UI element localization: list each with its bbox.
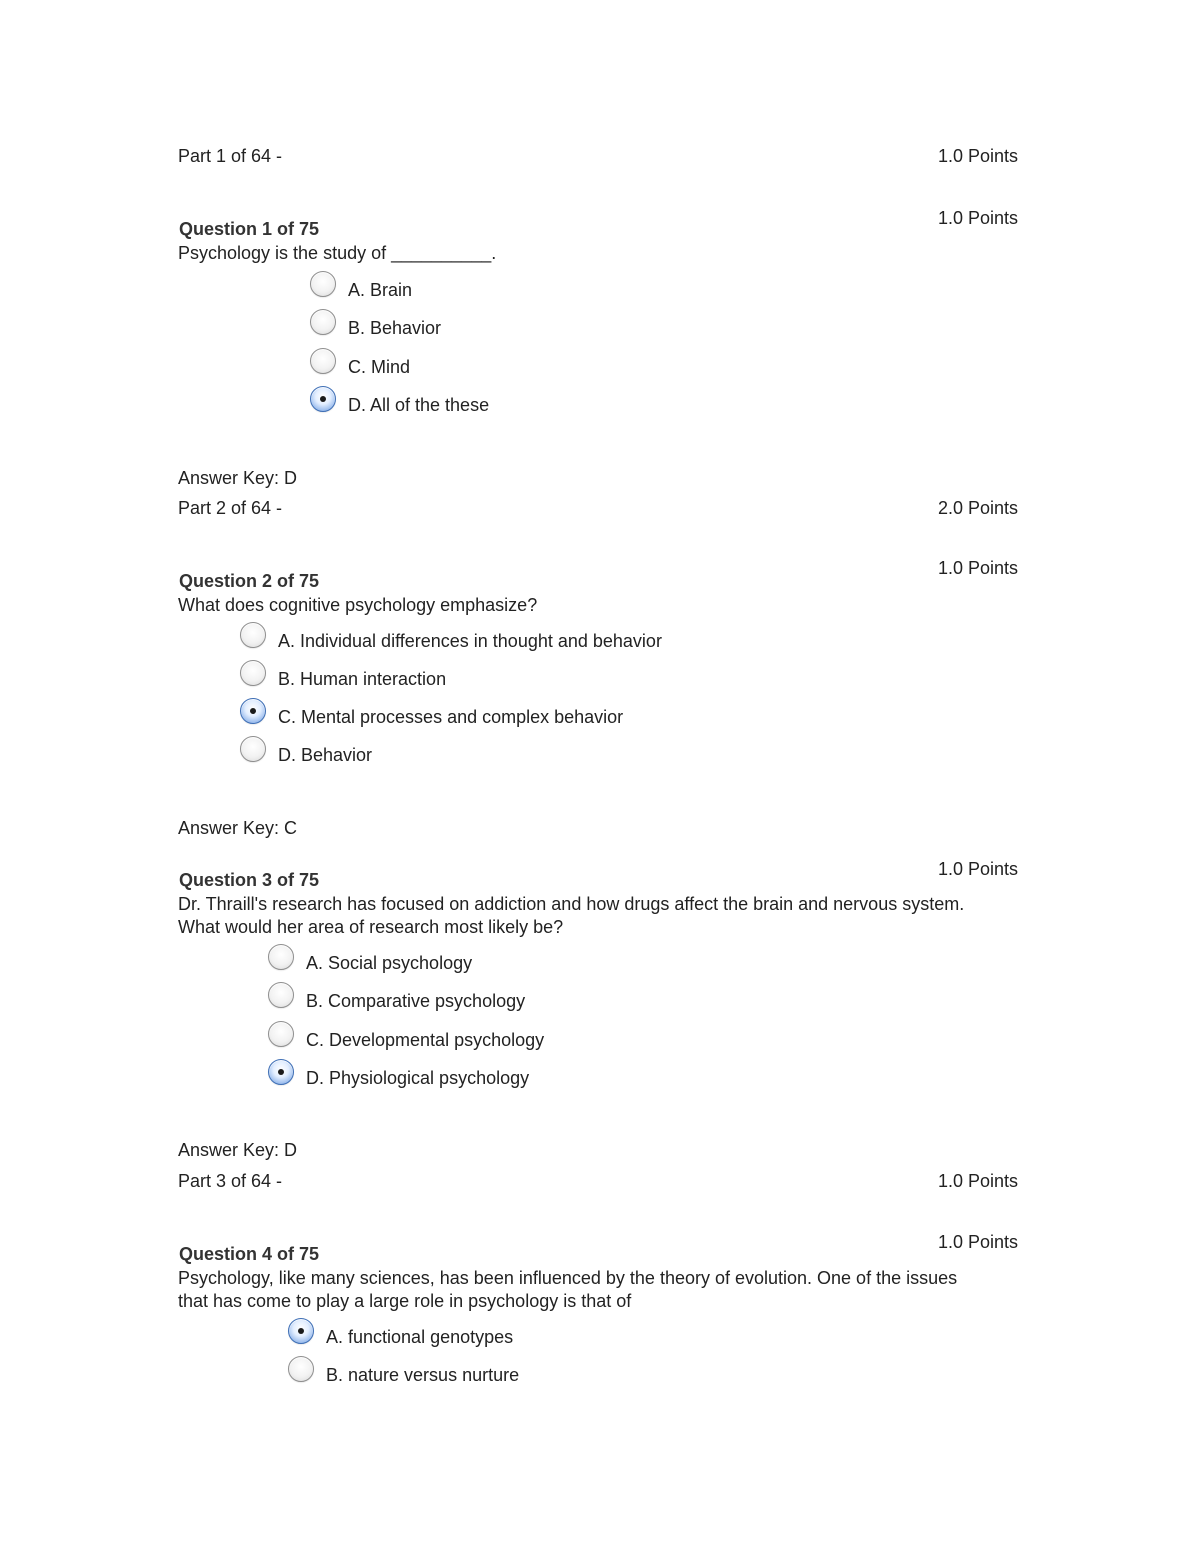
answer-option[interactable] (310, 389, 489, 421)
question-text: Psychology, like many sciences, has been influenced by the theory of evolution. One of the issues that has come to play a large role in psychology is that of (178, 1268, 958, 1311)
radio-button[interactable] (268, 1059, 294, 1085)
radio-button[interactable] (268, 982, 294, 1008)
radio-dot-icon (250, 708, 256, 714)
answer-key: Answer Key: D (178, 468, 298, 488)
radio-button[interactable] (240, 736, 266, 762)
question-points: 1.0 Points (937, 208, 1018, 228)
option-label: B. Comparative psychology (306, 991, 526, 1011)
option-label: C. Mental processes and complex behavior (278, 707, 624, 727)
answer-option[interactable] (310, 312, 441, 344)
option-label: B. nature versus nurture (326, 1365, 520, 1385)
answer-option[interactable] (268, 1024, 544, 1056)
option-label: A. functional genotypes (326, 1327, 514, 1347)
part-label: Part 3 of 64 - (178, 1171, 283, 1191)
option-label: C. Developmental psychology (306, 1030, 545, 1050)
question-points: 1.0 Points (937, 1232, 1018, 1252)
question-title: Question 3 of 75 (179, 870, 320, 890)
option-label: A. Brain (348, 280, 413, 300)
question-points: 1.0 Points (937, 558, 1018, 578)
answer-option[interactable] (240, 625, 662, 657)
answer-key: Answer Key: D (178, 1140, 298, 1160)
part-label: Part 2 of 64 - (178, 498, 283, 518)
answer-option[interactable] (268, 947, 472, 979)
radio-button[interactable] (288, 1318, 314, 1344)
option-label: C. Mind (348, 357, 411, 377)
radio-dot-icon (278, 1069, 284, 1075)
answer-option[interactable] (240, 663, 446, 695)
radio-button[interactable] (240, 698, 266, 724)
radio-button[interactable] (268, 1021, 294, 1047)
question-points: 1.0 Points (937, 859, 1018, 879)
option-label: B. Human interaction (278, 669, 447, 689)
answer-option[interactable] (310, 274, 412, 306)
radio-dot-icon (320, 396, 326, 402)
question-title: Question 4 of 75 (179, 1244, 320, 1264)
option-label: A. Individual differences in thought and behavior (278, 631, 662, 651)
question-text: What does cognitive psychology emphasize? (178, 595, 538, 615)
question-title: Question 2 of 75 (179, 571, 320, 591)
question-title: Question 1 of 75 (179, 219, 320, 239)
radio-button[interactable] (310, 309, 336, 335)
option-label: A. Social psychology (306, 953, 473, 973)
option-label: D. Behavior (278, 745, 373, 765)
radio-button[interactable] (310, 348, 336, 374)
answer-option[interactable] (240, 739, 372, 771)
radio-button[interactable] (288, 1356, 314, 1382)
answer-option[interactable] (288, 1359, 519, 1391)
radio-button[interactable] (240, 622, 266, 648)
part-points: 1.0 Points (937, 146, 1018, 166)
question-text: Psychology is the study of __________. (178, 243, 497, 263)
part-points: 2.0 Points (937, 498, 1018, 518)
answer-option[interactable] (310, 351, 410, 383)
option-label: D. All of the these (348, 395, 490, 415)
answer-option[interactable] (288, 1321, 513, 1353)
answer-option[interactable] (268, 1062, 529, 1094)
radio-button[interactable] (310, 271, 336, 297)
part-points: 1.0 Points (937, 1171, 1018, 1191)
answer-option[interactable] (268, 985, 525, 1017)
radio-button[interactable] (240, 660, 266, 686)
answer-option[interactable] (240, 701, 623, 733)
answer-key: Answer Key: C (178, 818, 298, 838)
question-text: Dr. Thraill's research has focused on addiction and how drugs affect the brain and nervous system. What would her area of research most likely be? (178, 894, 965, 937)
radio-button[interactable] (268, 944, 294, 970)
radio-button[interactable] (310, 386, 336, 412)
option-label: B. Behavior (348, 318, 442, 338)
option-label: D. Physiological psychology (306, 1068, 530, 1088)
part-label: Part 1 of 64 - (178, 146, 283, 166)
radio-dot-icon (298, 1328, 304, 1334)
